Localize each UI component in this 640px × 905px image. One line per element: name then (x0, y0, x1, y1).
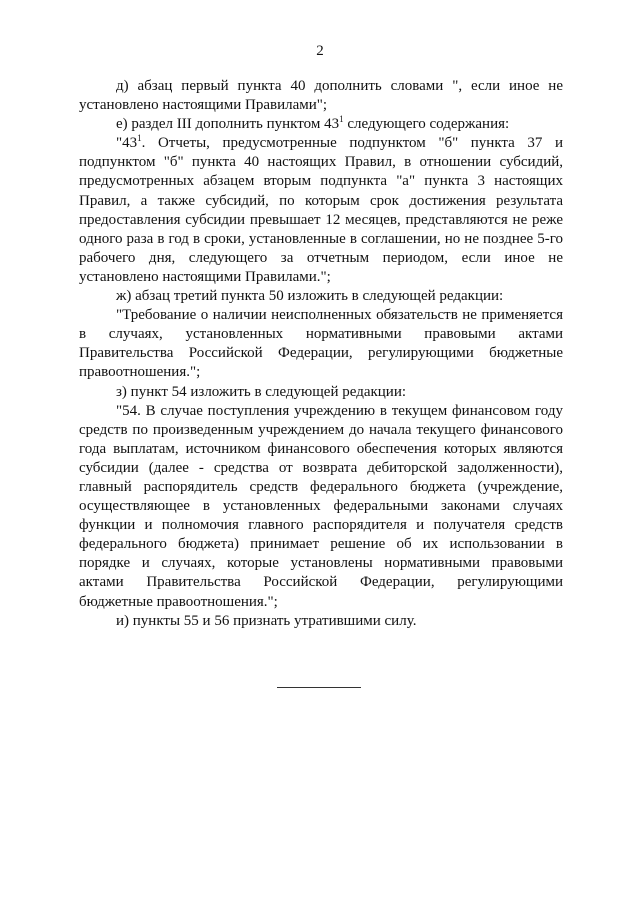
item-i-paragraph: и) пункты 55 и 56 признать утратившими силу. (116, 612, 417, 629)
closing-rule-divider (277, 687, 361, 688)
point-54-paragraph: "54. В случае поступления учреждению в текущем финансовом году средств по произведенным учреждением до начала текущего финансового года выплатам, источником финансового обеспечения которых являются субсидии (далее - средства от возврата дебиторской задолженности), главный распорядитель средств федерального бюджета (учреждение, осуществляющее в установленных федеральными законами случаях функции и полномочия главного распорядителя и получателя средств федерального бюджета) принимает решение об их использовании в порядке и случаях, которые установлены нормативными правовыми актами Правительства Российской Федерации, регулирующими бюджетные правоотношения."; (79, 402, 563, 610)
point-43-1-number: "43 (116, 135, 138, 152)
item-e-superscript: 1 (339, 114, 344, 125)
item-d-paragraph: д) абзац первый пункта 40 дополнить словами ", если иное не установлено настоящими Правилами"; (79, 78, 563, 114)
item-zh-quoted-text: "Требование о наличии неисполненных обязательств не применяется в случаях, установленных нормативными правовыми актами Правительства Российской Федерации, регулирующими бюджетные правоотношения."; (79, 307, 563, 381)
item-e-text-end: следующего содержания: (343, 116, 510, 133)
item-z-paragraph: з) пункт 54 изложить в следующей редакции: (116, 383, 407, 400)
point-43-1-superscript: 1 (137, 133, 142, 144)
document-body (79, 77, 563, 631)
point-43-1-text: . Отчеты, предусмотренные подпунктом "б" пункта 37 и подпунктом "б" пункта 40 настоящих Правил, в отношении субсидий, предусмотренных абзацем вторым подпункта "а" пункта 3 настоящих Правил, а также субсидий, по которым срок достижения результата предоставления субсидии превышает 12 месяцев, представляются не реже одного раза в год в сроки, установленные в соглашении, но не позднее 5-го рабочего дня, следующего за отчетным периодом, если иное не установлено настоящими Правилами."; (79, 135, 563, 285)
point-43-1-paragraph (79, 134, 563, 287)
item-e-text: е) раздел III дополнить пунктом 43 (116, 116, 340, 133)
item-e-paragraph (79, 115, 563, 134)
item-zh-paragraph: ж) абзац третий пункта 50 изложить в следующей редакции: (116, 288, 504, 305)
page-number: 2 (316, 43, 324, 59)
